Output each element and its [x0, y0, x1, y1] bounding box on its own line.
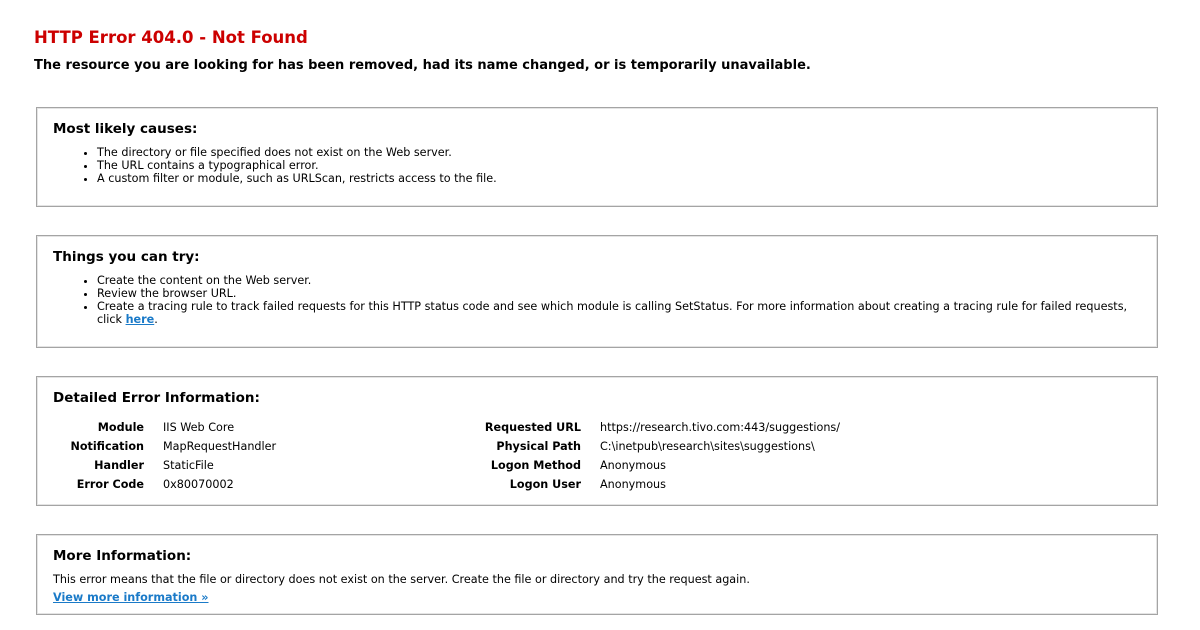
logon-method-value: Anonymous	[600, 459, 666, 472]
list-item: • A custom filter or module, such as URLScan, restricts access to the file.	[97, 172, 1141, 185]
logon-method-label: Logon Method	[490, 459, 581, 472]
list-item: • The URL contains a typographical error.	[97, 159, 1141, 172]
logon-user-value: Anonymous	[600, 478, 666, 491]
detailed-error-section	[36, 376, 1158, 506]
here-link[interactable]: here	[125, 313, 155, 326]
module-label: Module	[97, 421, 144, 434]
likely-causes-list	[53, 146, 1141, 185]
more-information-text: This error means that the file or directory does not exist on the server. Create the file or directory and try the request again.	[53, 573, 750, 586]
module-value: IIS Web Core	[163, 421, 235, 434]
notification-value: MapRequestHandler	[163, 440, 277, 453]
table-row	[53, 418, 840, 437]
likely-causes-heading: Most likely causes:	[53, 121, 198, 137]
table-row	[53, 437, 840, 456]
detailed-error-heading: Detailed Error Information:	[53, 390, 260, 406]
requested-url-value: https://research.tivo.com:443/suggestions/	[600, 421, 841, 434]
physical-path-value: C:\inetpub\research\sites\suggestions\	[600, 440, 815, 453]
list-item: • Create the content on the Web server.	[97, 274, 1141, 287]
list-item: • Review the browser URL.	[97, 287, 1141, 300]
things-to-try-heading: Things you can try:	[53, 249, 200, 265]
error-code-label: Error Code	[76, 478, 144, 491]
error-details-table	[53, 418, 840, 494]
error-header	[34, 27, 811, 75]
handler-value: StaticFile	[163, 459, 214, 472]
physical-path-label: Physical Path	[496, 440, 581, 453]
table-row	[53, 456, 840, 475]
tracing-rule-suffix: .	[154, 313, 158, 326]
likely-causes-section	[36, 107, 1158, 207]
error-code-value: 0x80070002	[163, 478, 234, 491]
more-information-section	[36, 534, 1158, 615]
list-item	[97, 300, 1141, 326]
more-information-heading: More Information:	[53, 548, 192, 564]
handler-label: Handler	[94, 459, 144, 472]
things-to-try-list	[53, 274, 1141, 326]
tracing-rule-text: Create a tracing rule to track failed requests for this HTTP status code and see which module is calling SetStatus. For more information about creating a tracing rule for failed requests, click	[97, 300, 1128, 326]
notification-label: Notification	[70, 440, 144, 453]
error-subtitle: The resource you are looking for has been removed, had its name changed, or is temporarily unavailable.	[34, 58, 811, 73]
list-item: • The directory or file specified does not exist on the Web server.	[97, 146, 1141, 159]
requested-url-label: Requested URL	[484, 421, 581, 434]
view-more-information-link[interactable]: View more information »	[53, 591, 209, 604]
error-title: HTTP Error 404.0 - Not Found	[34, 28, 308, 47]
table-row	[53, 475, 840, 494]
logon-user-label: Logon User	[509, 478, 581, 491]
things-to-try-section	[36, 235, 1158, 348]
